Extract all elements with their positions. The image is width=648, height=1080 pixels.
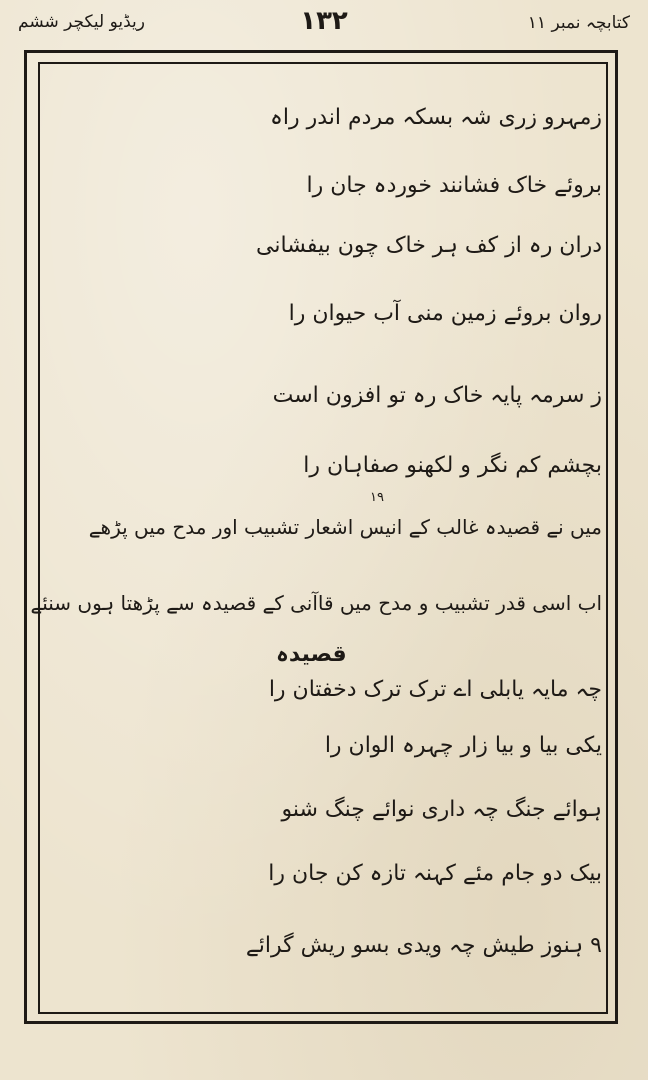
verse-line-6: بچشم کم نگر و لکھنو صفاہان را bbox=[303, 453, 602, 478]
page-number: ۱۳۲ bbox=[300, 6, 348, 36]
prose-line-2: اب اسی قدر تشبیب و مدح میں قاآنی کے قصیدہ سے پڑھتا ہوں سنئے bbox=[30, 591, 602, 615]
prose-line-1: میں نے قصیدہ غالب کے انیس اشعار تشبیب اور مدح میں پڑھے bbox=[88, 515, 602, 539]
verse-line-9: ہوائے جنگ چہ داری نوائے چنگ شنو bbox=[281, 797, 602, 822]
verse-line-7: چہ مایہ یابلی اے ترک ترک دخفتان را bbox=[268, 677, 602, 702]
verse-line-3: دران رہ از کف ہر خاک چون بیفشانی bbox=[256, 233, 602, 258]
verse-count-superscript: ۱۹ bbox=[370, 490, 384, 505]
qasida-heading: قصیدہ bbox=[276, 642, 347, 667]
verse-line-5: ز سرمہ پایہ خاک رہ تو افزون است bbox=[272, 383, 602, 408]
header-booklet-number: کتابچہ نمبر ۱۱ bbox=[527, 13, 630, 33]
verse-line-11: ۹ ہنوز طیش چہ ویدی بسو ریش گرائے bbox=[245, 933, 602, 958]
verse-line-10: بیک دو جام مئے کہنہ تازہ کن جان را bbox=[268, 861, 602, 886]
header-lecture-title: ریڈیو لیکچر ششم bbox=[18, 12, 145, 32]
page-header bbox=[18, 6, 630, 42]
manuscript-body bbox=[30, 62, 602, 1012]
verse-line-8: یکی بیا و بیا زار چہرہ الوان را bbox=[324, 733, 602, 758]
verse-line-1: زمہرو زری شہ بسکہ مردم اندر راہ bbox=[270, 105, 602, 130]
verse-line-4: روان بروئے زمین منی آب حیوان را bbox=[288, 301, 602, 326]
verse-line-2: بروئے خاک فشانند خوردہ جان را bbox=[306, 173, 602, 198]
